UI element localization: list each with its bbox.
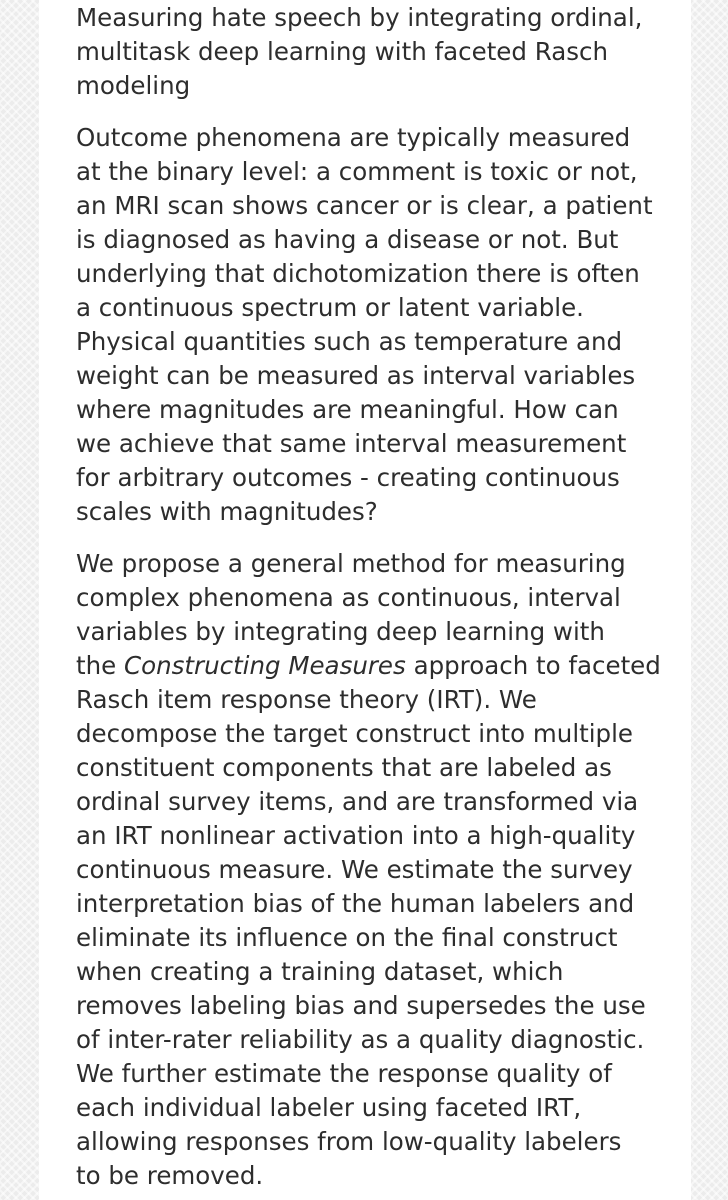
text-line: each individual labeler using faceted IRT, bbox=[76, 1093, 582, 1122]
text-line: We further estimate the response quality of bbox=[76, 1059, 612, 1088]
text-line: underlying that dichotomization there is often bbox=[76, 259, 640, 288]
text-fragment: the bbox=[76, 651, 124, 680]
text-line: constituent components that are labeled as bbox=[76, 753, 612, 782]
text-line: eliminate its influence on the final construct bbox=[76, 923, 618, 952]
text-line: is diagnosed as having a disease or not. But bbox=[76, 225, 619, 254]
text-line: ordinal survey items, and are transformed via bbox=[76, 787, 639, 816]
text-line: where magnitudes are meaningful. How can bbox=[76, 395, 619, 424]
document-page bbox=[39, 0, 691, 1200]
text-line: Rasch item response theory (IRT). We bbox=[76, 685, 537, 714]
text-line: Outcome phenomena are typically measured bbox=[76, 123, 631, 152]
title-line: modeling bbox=[76, 71, 191, 100]
abstract-paragraph-1 bbox=[76, 121, 676, 529]
text-line: allowing responses from low-quality labelers bbox=[76, 1127, 622, 1156]
text-line: scales with magnitudes? bbox=[76, 497, 378, 526]
text-line: at the binary level: a comment is toxic or not, bbox=[76, 157, 638, 186]
paper-title bbox=[76, 0, 676, 103]
text-line: for arbitrary outcomes - creating continuous bbox=[76, 463, 620, 492]
text-line: an IRT nonlinear activation into a high-quality bbox=[76, 821, 636, 850]
text-line: removes labeling bias and supersedes the use bbox=[76, 991, 646, 1020]
text-line: Physical quantities such as temperature and bbox=[76, 327, 623, 356]
text-line: We propose a general method for measuring bbox=[76, 549, 626, 578]
text-line: to be removed. bbox=[76, 1161, 264, 1190]
text-line: continuous measure. We estimate the survey bbox=[76, 855, 633, 884]
text-line: a continuous spectrum or latent variable. bbox=[76, 293, 584, 322]
text-line: weight can be measured as interval variables bbox=[76, 361, 636, 390]
text-line: an MRI scan shows cancer or is clear, a patient bbox=[76, 191, 653, 220]
text-line: interpretation bias of the human labelers and bbox=[76, 889, 635, 918]
text-line: complex phenomena as continuous, interval bbox=[76, 583, 621, 612]
text-line: when creating a training dataset, which bbox=[76, 957, 564, 986]
text-fragment: approach to faceted bbox=[405, 651, 661, 680]
text-line-with-emphasis bbox=[76, 649, 676, 683]
text-line: we achieve that same interval measurement bbox=[76, 429, 627, 458]
title-line: multitask deep learning with faceted Rasch bbox=[76, 37, 608, 66]
text-line: variables by integrating deep learning with bbox=[76, 617, 605, 646]
emphasized-book-title: Constructing Measures bbox=[124, 651, 406, 680]
abstract-paragraph-2 bbox=[76, 547, 676, 1193]
title-line: Measuring hate speech by integrating ordinal, bbox=[76, 3, 643, 32]
text-line: decompose the target construct into multiple bbox=[76, 719, 633, 748]
abstract-content bbox=[76, 0, 676, 1193]
text-line: of inter-rater reliability as a quality diagnostic. bbox=[76, 1025, 645, 1054]
